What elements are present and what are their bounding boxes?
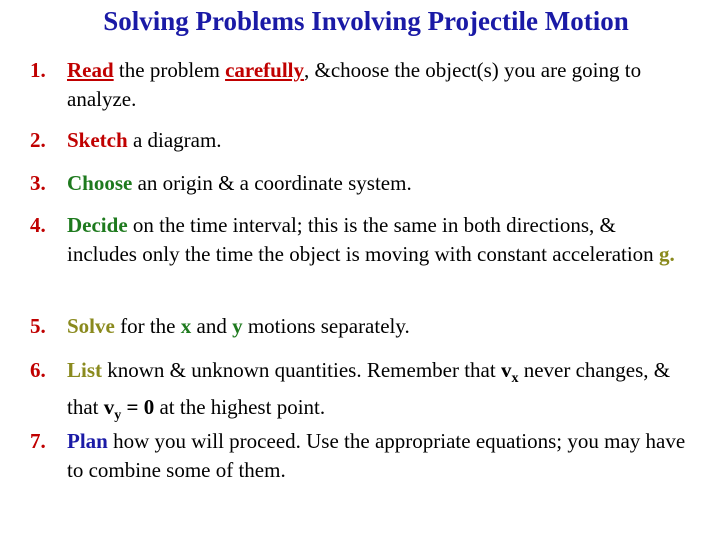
symbol-vx: v: [500, 358, 512, 382]
item-number: 1.: [30, 58, 46, 82]
list-item-4: [30, 211, 690, 269]
symbol-g: g.: [658, 242, 675, 266]
list-item-1: [30, 56, 690, 114]
item-number: 5.: [30, 314, 46, 338]
keyword-solve: Solve: [67, 314, 115, 338]
item-text: for the: [114, 314, 181, 338]
keyword-sketch: Sketch: [67, 128, 128, 152]
item-text: how you will proceed. Use the appropriate equations; you may have to combine some of them.: [67, 429, 686, 482]
keyword-decide: Decide: [67, 213, 128, 237]
list-item-3: [30, 169, 690, 198]
symbol-vy: v: [103, 395, 115, 420]
item-number: 2.: [30, 128, 46, 152]
item-number: 4.: [30, 213, 46, 237]
equation-zero: = 0: [121, 395, 155, 420]
item-text: a diagram.: [127, 128, 222, 152]
keyword-carefully: carefully: [225, 58, 304, 82]
list-item-7: [30, 427, 690, 485]
item-text: an origin & a coordinate system.: [132, 171, 412, 195]
keyword-read: Read: [67, 58, 114, 82]
list-item-2: [30, 126, 690, 155]
list-item-5: [30, 312, 690, 341]
list-item-6: [30, 356, 690, 430]
subscript-x: x: [511, 371, 519, 387]
item-number: 3.: [30, 171, 46, 195]
keyword-list: List: [67, 358, 103, 382]
item-text: motions separately.: [242, 314, 410, 338]
item-text: at the highest point.: [154, 395, 326, 420]
item-text: known & unknown quantities. Remember that: [102, 358, 501, 382]
keyword-plan: Plan: [67, 429, 108, 453]
item-number: 7.: [30, 429, 46, 453]
symbol-x: x: [180, 314, 192, 338]
item-text: the problem: [113, 58, 226, 82]
subscript-y: y: [114, 408, 122, 424]
symbol-y: y: [232, 314, 243, 338]
item-text: , &choose the object(s) you are going to analyze.: [67, 58, 642, 111]
item-text: never changes, & that: [67, 358, 671, 420]
keyword-choose: Choose: [67, 171, 133, 195]
item-number: 6.: [30, 358, 46, 382]
item-text: on the time interval; this is the same in both directions, & includes only the time the object is moving with constant acceleration: [67, 213, 659, 266]
slide-title: Solving Problems Involving Projectile Motion: [103, 6, 629, 36]
item-text: and: [191, 314, 233, 338]
